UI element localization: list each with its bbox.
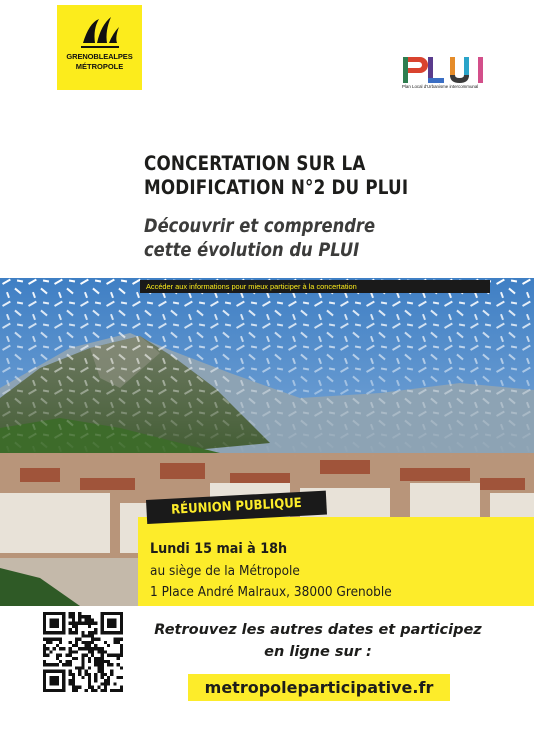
page-subtitle	[144, 214, 454, 262]
subtitle-line-2: cette évolution du PLUI	[144, 239, 360, 261]
qr-code-icon[interactable]	[43, 612, 123, 692]
meeting-tag-label: RÉUNION PUBLIQUE	[170, 495, 303, 518]
subtitle-line-1: Découvrir et comprendre	[144, 215, 376, 237]
plui-subtitle: Plan Local d'Urbanisme intercommunal	[402, 84, 479, 89]
website-link[interactable]: metropoleparticipative.fr	[204, 678, 434, 697]
title-line-1: CONCERTATION SUR LA	[144, 152, 366, 175]
meeting-date: Lundi 15 mai à 18h	[150, 541, 288, 557]
title-line-2: MODIFICATION N°2 DU PLUI	[144, 176, 409, 199]
grenoble-alpes-metropole-mark-icon	[79, 13, 121, 51]
logo-line-1: GRENOBLEALPES	[66, 52, 133, 61]
meeting-place: au siège de la Métropole	[150, 563, 300, 579]
meeting-address: 1 Place André Malraux, 38000 Grenoble	[150, 584, 392, 600]
logo-line-2: MÉTROPOLE	[75, 62, 124, 71]
info-bar: Accéder aux informations pour mieux participer à la concertation	[140, 280, 490, 293]
cta-line-1: Retrouvez les autres dates et participez	[154, 622, 482, 638]
metropole-logo	[57, 5, 142, 90]
cta-line-2: en ligne sur :	[264, 644, 372, 660]
page-title	[144, 152, 454, 200]
plui-logo	[402, 55, 502, 95]
